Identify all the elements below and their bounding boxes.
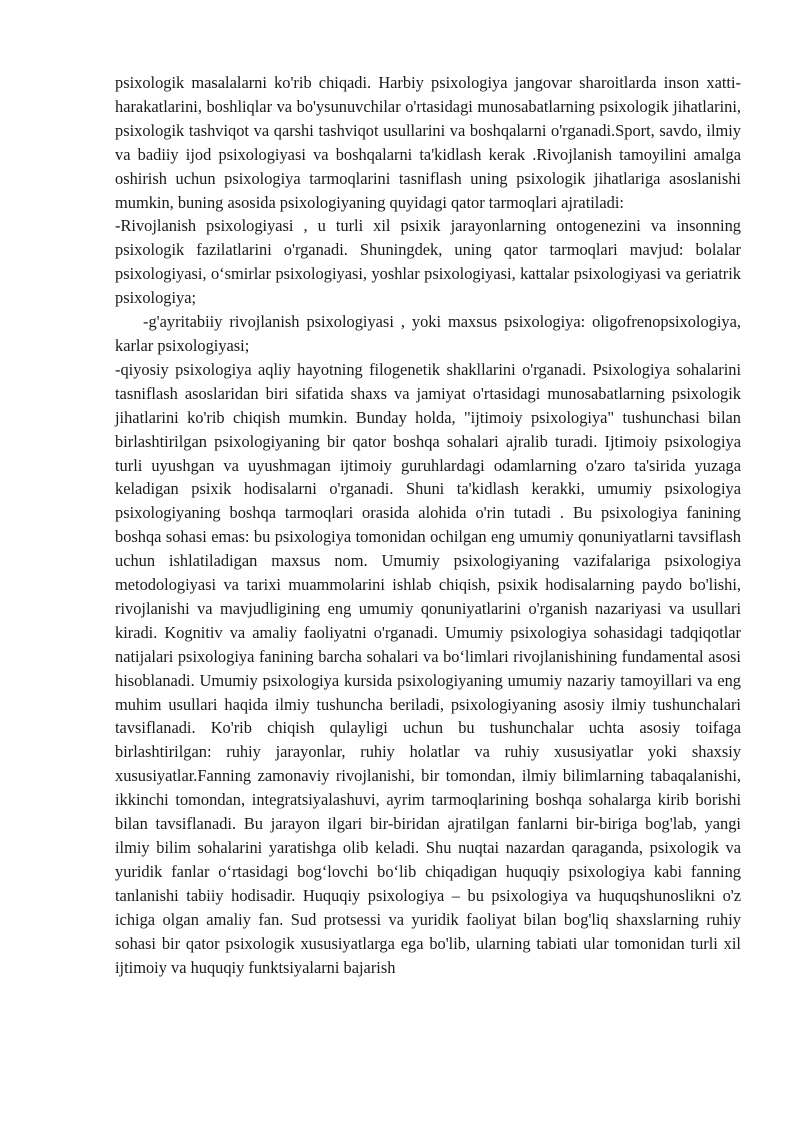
paragraph-1: psixologik masalalarni ko'rib chiqadi. Harbiy psixologiya jangovar sharoitlarda inson xatti-harakatlarini, boshliqlar va bo'ysunuvchilar o'rtasidagi munosabatlarning psixologik jihatlarini, psixologik tashviqot va qarshi tashviqot usullarini va boshqalarni o'rganadi.Sport, savdo, ilmiy va badiiy ijod psixologiyasi va boshqalarni ta'kidlash kerak .Rivojlanish tamoyilini amalga oshirish uchun psixologiya tarmoqlarini tasniflash uning psixologik jihatlariga asoslanishi mumkin, buning asosida psixologiyaning quyidagi qator tarmoqlari ajratiladi: [115,73,741,212]
paragraph-4: -qiyosiy psixologiya aqliy hayotning filogenetik shakllarini o'rganadi. Psixologiya sohalarini tasniflash asoslaridan biri sifatida shaxs va jamiyat o'rtasidagi munosabatlarning psixologik jihatlarini ko'rib chiqish mumkin. Bunday holda, "ijtimoiy psixologiya" tushunchasi bilan birlashtirilgan psixologiyaning bir qator boshqa sohalari ajralib turadi. Ijtimoiy psixologiya turli uyushgan va uyushmagan ijtimoiy guruhlardagi odamlarning o'zaro ta'sirida yuzaga keladigan psixik hodisalarni o'rganadi. Shuni ta'kidlash kerakki, umumiy psixologiya psixologiyaning boshqa tarmoqlari orasida alohida o'rin tutadi . Bu psixologiya fanining boshqa sohasi emas: bu psixologiya tomonidan ochilgan eng umumiy qonuniyatlarni tavsiflash uchun ishlatiladigan maxsus nom. Umumiy psixologiyaning vazifalariga psixologiya metodologiyasi va tarixi muammolarini ishlab chiqish, psixik hodisalarning paydo bo'lishi, rivojlanishi va mavjudligining eng umumiy qonuniyatlarini o'rganish nazariyasi va usullari kiradi. Kognitiv va amaliy faoliyatni o'rganadi. Umumiy psixologiya sohasidagi tadqiqotlar natijalari psixologiya fanining barcha sohalari va bo‘limlari rivojlanishining fundamental asosi hisoblanadi. Umumiy psixologiya kursida psixologiyaning umumiy nazariy tamoyillari va eng muhim usullari haqida ilmiy tushuncha beriladi, psixologiyaning asosiy ilmiy tushunchalari tavsiflanadi. Ko'rib chiqish qulayligi uchun bu tushunchalar uchta asosiy toifaga birlashtirilgan: ruhiy jarayonlar, ruhiy holatlar va ruhiy xususiyatlar yoki shaxsiy xususiyatlar.Fanning zamonaviy rivojlanishi, bir tomondan, ilmiy bilimlarning tabaqalanishi, ikkinchi tomondan, integratsiyalashuvi, ayrim tarmoqlarining boshqa sohalarga kirib borishi bilan tavsiflanadi. Bu jarayon ilgari bir-biridan ajratilgan fanlarni bir-biriga bog'lab, yangi ilmiy bilim sohalarini yaratishga olib keladi. Shu nuqtai nazardan qaraganda, psixologik va yuridik fanlar o‘rtasidagi bog‘lovchi bo‘lib chiqadigan huquqiy psixologiya kabi fanning tanlanishi tabiiy hodisadir. Huquqiy psixologiya – bu psixologiya va huquqshunoslikni o'z ichiga olgan amaliy fan. Sud protsessi va yuridik faoliyat bilan bog'liq shaxslarning ruhiy sohasi bir qator psixologik xususiyatlarga ega bo'lib, ularning tabiati ular tomonidan turli xil ijtimoiy va huquqiy funktsiyalarni bajarish [115,359,741,977]
document-page [115,71,741,979]
paragraph-3: -g'ayritabiiy rivojlanish psixologiyasi , yoki maxsus psixologiya: oligofrenopsixologiya, karlar psixologiyasi; [115,312,741,355]
paragraph-2: -Rivojlanish psixologiyasi , u turli xil psixik jarayonlarning ontogenezini va insonning psixologik fazilatlarini o'rganadi. Shuningdek, uning qator tarmoqlari mavjud: bolalar psixologiyasi, o‘smirlar psixologiyasi, yoshlar psixologiyasi, kattalar psixologiyasi va geriatrik psixologiya; [115,216,741,308]
